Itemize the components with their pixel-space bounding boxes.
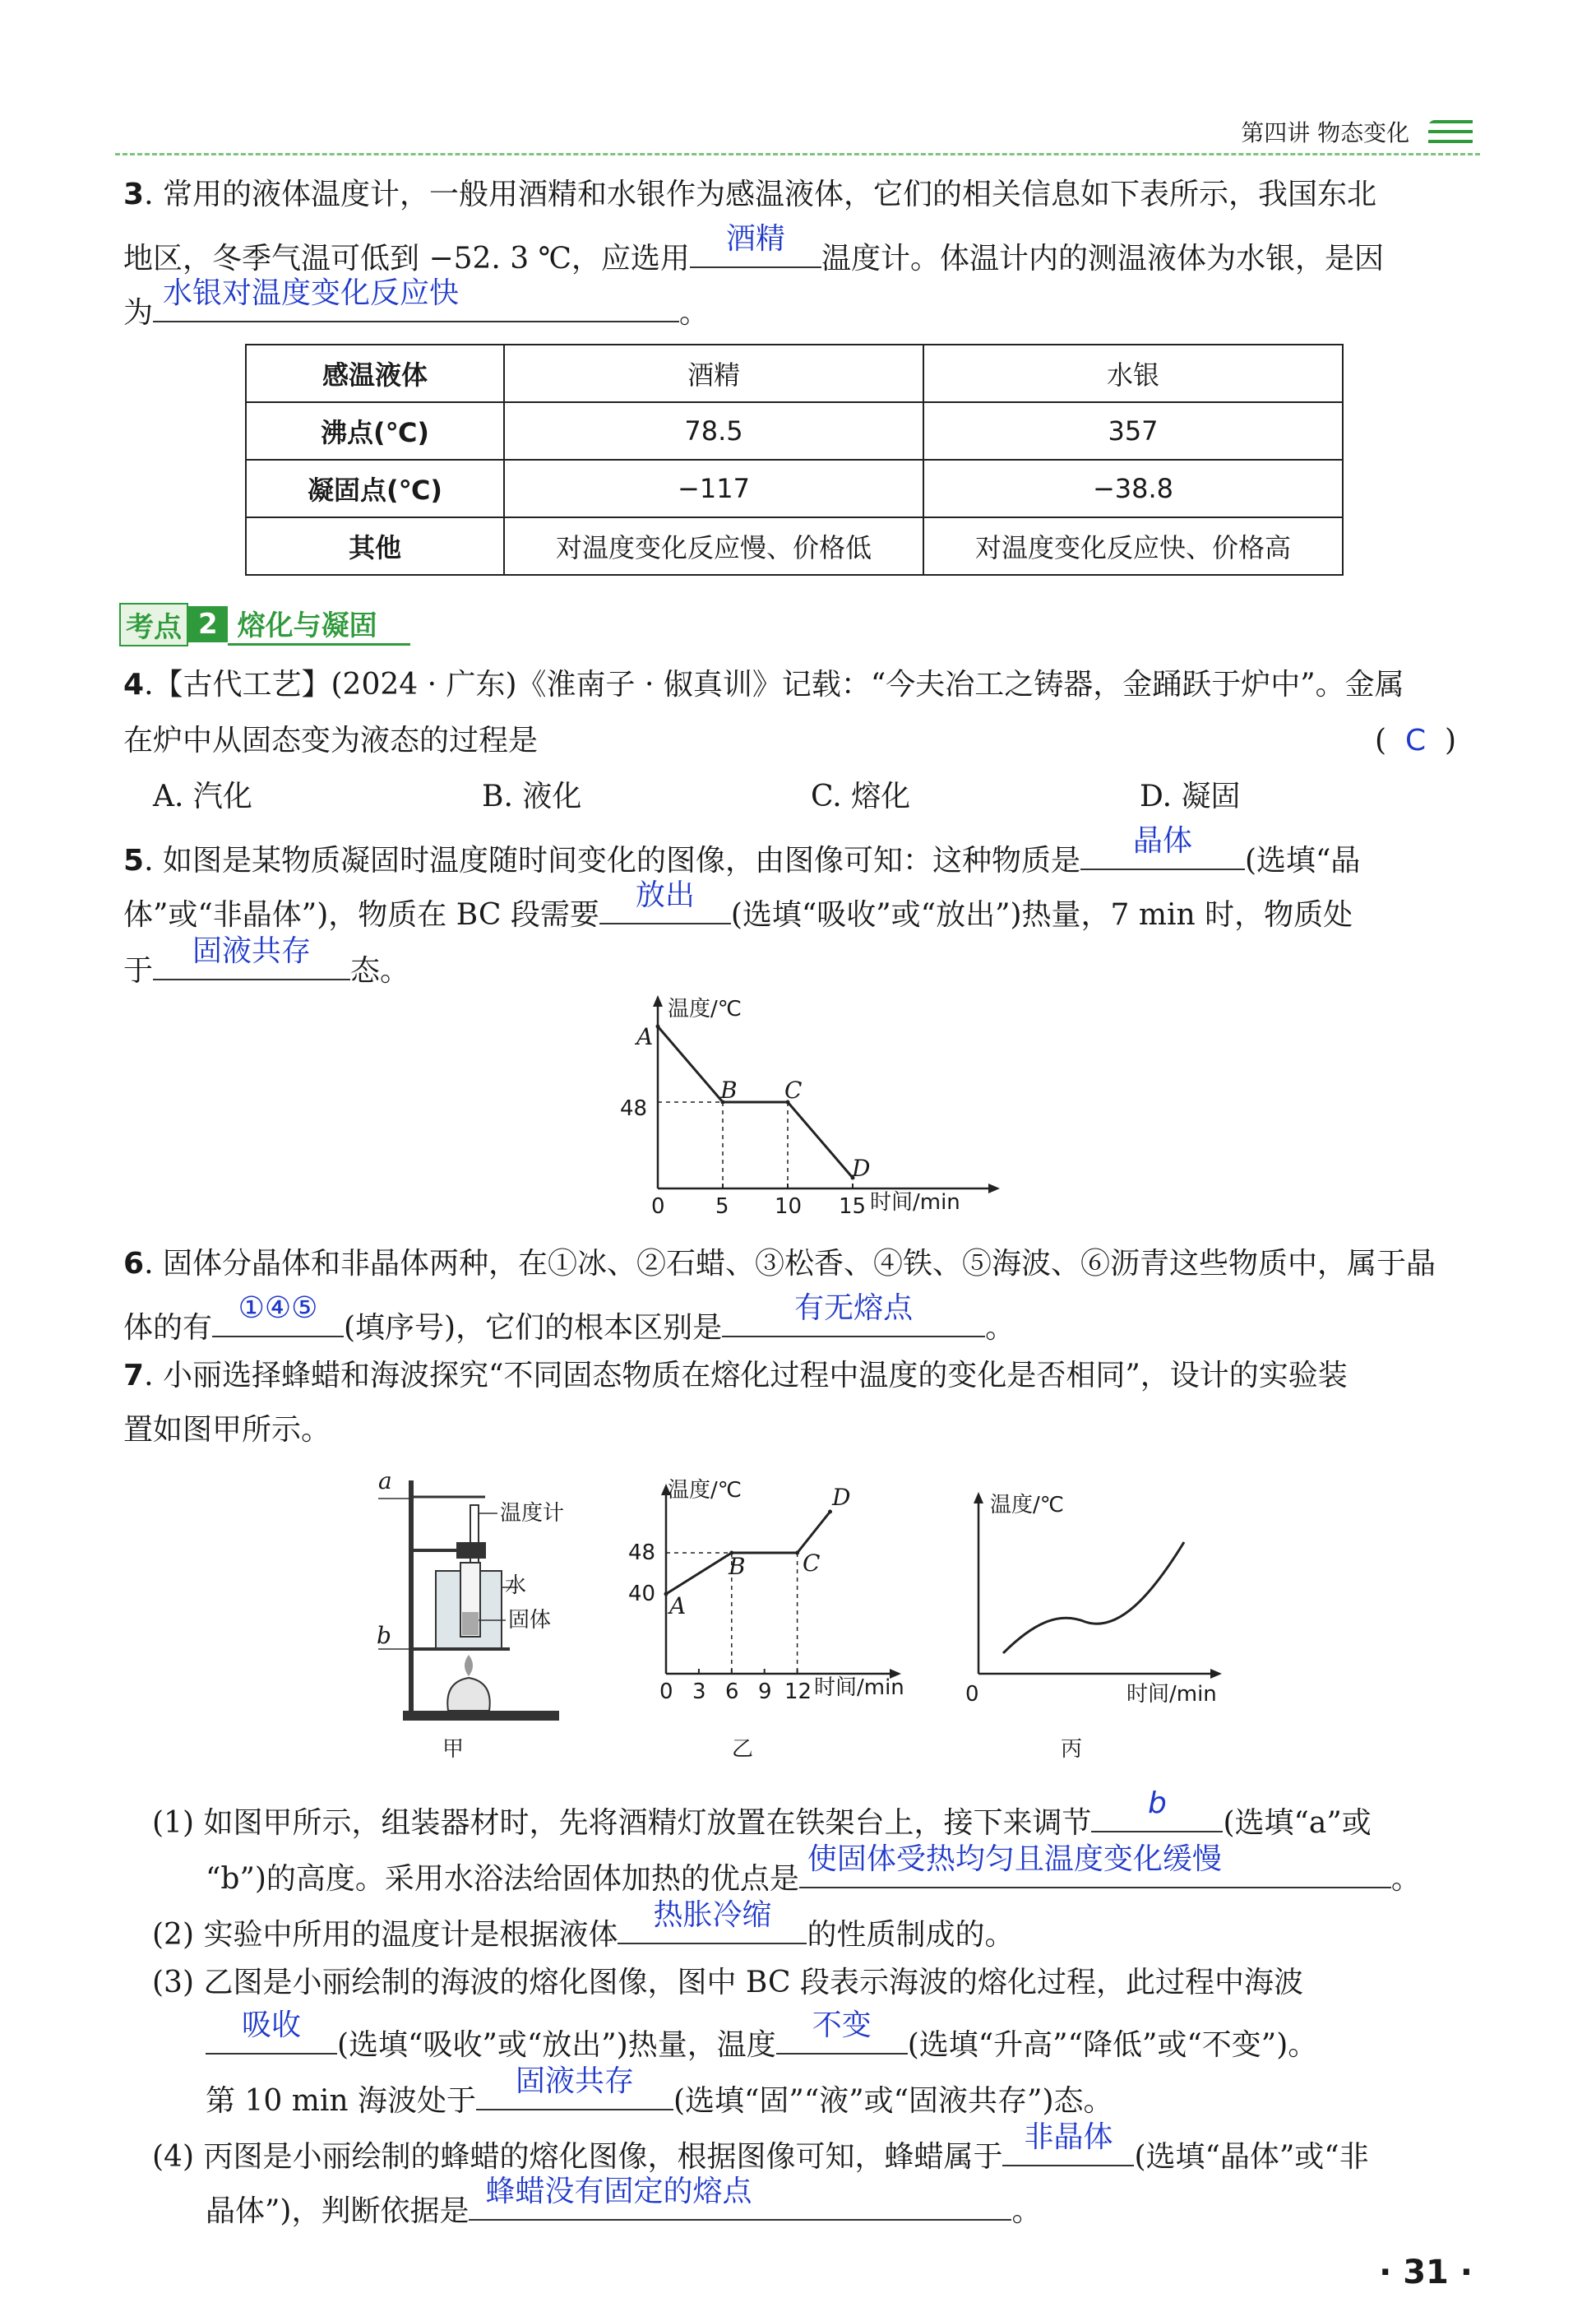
q7-p3-text-3a: 第 10 min 海波处于 [206, 2084, 476, 2118]
q5-text-1a: . 如图是某物质凝固时温度随时间变化的图像，由图像可知：这种物质是 [144, 844, 1080, 878]
q7-p4-text-1a: (4) 丙图是小丽绘制的蜂蜡的熔化图像，根据图像可知，蜂蜡属于 [152, 2140, 1003, 2174]
y-tick-label: 48 [628, 1540, 656, 1565]
q7-p3-line1 [152, 1962, 1501, 2004]
flame-icon [465, 1655, 473, 1676]
table-cell: −38.8 [923, 460, 1343, 517]
q5-line2 [123, 878, 1472, 936]
q7-p1-line1 [152, 1786, 1501, 1844]
point-label-d: D [852, 1155, 871, 1182]
figure-label-bing: 丙 [1061, 1737, 1083, 1762]
table-cell: 凝固点(℃) [246, 460, 504, 517]
section-title: 熔化与凝固 [228, 603, 410, 646]
section-label: 考点 [119, 603, 188, 646]
table-cell: 78.5 [504, 402, 923, 460]
q7-p3-text-1: (3) 乙图是小丽绘制的海波的熔化图像，图中 BC 段表示海波的熔化过程，此过程中海波 [152, 1966, 1303, 1999]
q3-line2 [123, 222, 1472, 280]
q3-answer-1: 酒精 [725, 222, 785, 256]
table-cell: 对温度变化反应慢、价格低 [504, 517, 923, 575]
table-header: 感温液体 [246, 345, 504, 402]
q6-answer-1: ①④⑤ [238, 1291, 318, 1325]
q3-line1 [123, 174, 1472, 215]
q7-p3-blank-2[interactable] [776, 2008, 908, 2055]
q7-p4-text-1b: (选填“晶体”或“非 [1134, 2140, 1369, 2174]
solid-sample [462, 1612, 479, 1635]
q4-line1 [123, 665, 1472, 706]
q6-number: 6 [123, 1247, 145, 1281]
q7-graph-bing [954, 1480, 1250, 1777]
q6-line2 [123, 1291, 1472, 1349]
q5-text-2a: 体”或“非晶体”)，物质在 BC 段需要 [123, 898, 599, 932]
x-tick-label: 6 [725, 1679, 739, 1704]
q6-text: . 固体分晶体和非晶体两种，在①冰、②石蜡、③松香、④铁、⑤海波、⑥沥青这些物质中，属于晶 [144, 1247, 1436, 1281]
q7-text: . 小丽选择蜂蜡和海波探究“不同固态物质在熔化过程中温度的变化是否相同”，设计的实验装 [144, 1359, 1348, 1392]
table-header: 水银 [923, 345, 1343, 402]
q3-text: . 常用的液体温度计，一般用酒精和水银作为感温液体，它们的相关信息如下表所示，我国东北 [144, 178, 1376, 211]
q3-number: 3 [123, 178, 145, 211]
apparatus-figure [362, 1464, 608, 1777]
x-tick-label: 0 [659, 1679, 673, 1704]
x-tick-label: 9 [758, 1679, 772, 1704]
header-divider [115, 153, 1480, 155]
y-axis-label: 温度/℃ [668, 997, 742, 1022]
q6-text-2a: 体的有 [123, 1311, 213, 1345]
q4-text: .【古代工艺】(2024 · 广东)《淮南子 · 俶真训》记载：“今夫冶工之铸器，金踊跃于炉中”。金属 [144, 668, 1404, 702]
q4-line2 [123, 720, 1472, 762]
y-axis-label: 温度/℃ [990, 1493, 1064, 1517]
point-label-b: B [729, 1553, 746, 1580]
x-axis-label: 时间/min [814, 1675, 904, 1700]
origin-label: 0 [965, 1682, 979, 1707]
q7-p2-text-b: 的性质制成的。 [807, 1918, 1015, 1952]
data-point-a [664, 1592, 668, 1596]
q5-text-3b: 态。 [350, 954, 410, 988]
y-axis-arrow-icon [974, 1492, 983, 1503]
x-tick-label: 5 [715, 1194, 729, 1219]
q7-graph-yi [625, 1472, 937, 1777]
data-point-a [656, 1025, 660, 1029]
x-axis-label: 时间/min [1126, 1682, 1217, 1707]
q6-answer-2: 有无熔点 [794, 1291, 914, 1325]
q7-p3-answer-2: 不变 [812, 2008, 872, 2042]
q7-p1-text-2a: “b”)的高度。采用水浴法给固体加热的优点是 [206, 1862, 799, 1896]
table-header: 酒精 [504, 345, 923, 402]
q6-blank-2[interactable] [722, 1291, 985, 1337]
series-line [1003, 1542, 1184, 1653]
q7-p3-text-2b: (选填“升高”“降低”或“不变”)。 [907, 2028, 1318, 2062]
q5-text-2b: (选填“吸收”或“放出”)热量，7 min 时，物质处 [730, 898, 1353, 932]
q3-text-3a: 为 [123, 296, 154, 330]
q5-blank-2[interactable] [599, 878, 731, 924]
point-label-c: C [784, 1077, 803, 1104]
stand-base [403, 1711, 559, 1721]
q7-p3-blank-1[interactable] [206, 2008, 337, 2055]
q7-p4-blank-2[interactable] [469, 2175, 1011, 2221]
q3-blank-1[interactable] [690, 222, 821, 268]
q7-p3-text-3b: (选填“固”“液”或“固液共存”)态。 [673, 2084, 1113, 2118]
q5-text-3a: 于 [123, 954, 154, 988]
table-cell: 357 [923, 402, 1343, 460]
q5-answer-1: 晶体 [1132, 824, 1192, 858]
label-thermometer: 温度计 [500, 1501, 565, 1526]
q7-p3-text-2a: (选填“吸收”或“放出”)热量，温度 [337, 2028, 776, 2062]
q7-p1-line2 [206, 1842, 1554, 1900]
q6-line1 [123, 1244, 1472, 1285]
q7-p3-answer-3: 固液共存 [515, 2064, 634, 2098]
page-number: · 31 · [1379, 2254, 1473, 2291]
q7-number: 7 [123, 1359, 145, 1392]
option-a[interactable]: A. 汽化 [153, 780, 252, 813]
x-tick-label: 10 [775, 1194, 803, 1219]
table-cell: −117 [504, 460, 923, 517]
option-c[interactable]: C. 熔化 [811, 780, 911, 813]
q5-text-1b: (选填“晶 [1244, 844, 1361, 878]
q3-line3 [123, 276, 1472, 334]
alcohol-lamp-icon [447, 1678, 489, 1711]
label-a: a [378, 1467, 392, 1494]
q6-text-2c: 。 [985, 1311, 1015, 1345]
q7-p3-answer-1: 吸收 [241, 2008, 301, 2042]
y-axis-arrow-icon [653, 995, 663, 1007]
point-label-a: A [636, 1023, 654, 1050]
label-water: 水 [505, 1573, 527, 1598]
q5-blank-1[interactable] [1080, 824, 1245, 870]
q5-answer-3: 固液共存 [192, 934, 312, 968]
table-row [246, 402, 1343, 460]
q7-p4-text-2a: 晶体”)，判断依据是 [206, 2194, 470, 2228]
q7-p1-answer-2: 使固体受热均匀且温度变化缓慢 [807, 1842, 1222, 1876]
q5-line1 [123, 824, 1472, 882]
option-b[interactable]: B. 液化 [482, 780, 582, 813]
series-line [658, 1026, 853, 1178]
q5-number: 5 [123, 844, 145, 878]
q7-p4-answer-2: 蜂蜡没有固定的熔点 [485, 2175, 752, 2208]
table-row [246, 345, 1343, 402]
q4-answer: C [1404, 724, 1427, 757]
point-label-d: D [832, 1484, 851, 1511]
q7-p4-text-2b: 。 [1011, 2194, 1042, 2228]
figure-label-jia: 甲 [442, 1737, 465, 1762]
table-row [246, 460, 1343, 517]
q7-p1-text-2b: 。 [1390, 1862, 1421, 1896]
q3-answer-2: 水银对温度变化反应快 [163, 276, 460, 310]
q7-p4-blank-1[interactable] [1002, 2120, 1134, 2166]
q3-table [245, 344, 1344, 576]
table-row [246, 517, 1343, 575]
q3-text-3b: 。 [679, 296, 710, 330]
table-cell: 对温度变化反应快、价格高 [923, 517, 1343, 575]
q6-blank-1[interactable] [212, 1291, 344, 1337]
q7-p2-line [152, 1898, 1501, 1956]
q7-p1-answer-1: b [1148, 1786, 1167, 1820]
q7-p3-line2 [206, 2008, 1554, 2066]
chapter-mark-icon [1428, 120, 1473, 148]
x-tick-label: 0 [651, 1194, 665, 1219]
q7-text-2: 置如图甲所示。 [123, 1413, 331, 1447]
q7-p1-blank-2[interactable] [799, 1842, 1391, 1888]
figure-label-yi: 乙 [732, 1737, 754, 1762]
label-solid: 固体 [508, 1608, 552, 1633]
q3-blank-2[interactable] [153, 276, 679, 322]
table-cell: 其他 [246, 517, 504, 575]
clamp-head [456, 1542, 486, 1559]
option-d[interactable]: D. 凝固 [1140, 780, 1241, 813]
q6-text-2b: (填序号)，它们的根本区别是 [344, 1311, 723, 1345]
q7-p2-blank[interactable] [618, 1898, 807, 1944]
q7-line2 [123, 1410, 1472, 1451]
x-tick-label: 15 [839, 1194, 867, 1219]
q4-text-2: 在炉中从固态变为液态的过程是 [123, 724, 539, 757]
y-tick-label: 48 [620, 1096, 648, 1121]
q5-answer-2: 放出 [635, 878, 695, 912]
q5-line3 [123, 934, 1472, 992]
q7-p3-line3 [206, 2064, 1554, 2122]
q7-p4-answer-1: 非晶体 [1024, 2120, 1113, 2154]
point-label-a: A [669, 1592, 687, 1619]
x-axis-arrow-icon [1210, 1669, 1222, 1679]
table-cell: 沸点(℃) [246, 402, 504, 460]
x-axis-label: 时间/min [870, 1190, 960, 1215]
q7-p1-text-1a: (1) 如图甲所示，组装器材时，先将酒精灯放置在铁架台上，接下来调节 [152, 1806, 1092, 1840]
q7-p2-text-a: (2) 实验中所用的温度计是根据液体 [152, 1918, 618, 1952]
point-label-b: B [720, 1077, 738, 1104]
point-label-c: C [803, 1550, 821, 1577]
x-tick-label: 12 [784, 1679, 812, 1704]
q7-p4-line2 [206, 2175, 1554, 2232]
chapter-title: 第四讲 物态变化 [1241, 119, 1410, 146]
q4-answer-bracket[interactable]: ( C ) [1375, 724, 1457, 757]
chapter-header [1241, 115, 1473, 148]
x-axis-arrow-icon [988, 1184, 1000, 1193]
q5-blank-3[interactable] [153, 934, 350, 980]
q7-p1-blank-1[interactable] [1091, 1786, 1223, 1832]
label-b: b [377, 1622, 391, 1649]
q3-text-2a: 地区，冬季气温可低到 −52. 3 ℃，应选用 [123, 242, 690, 276]
q7-line1 [123, 1355, 1472, 1397]
y-axis-label: 温度/℃ [668, 1478, 742, 1503]
x-tick-label: 3 [692, 1679, 706, 1704]
y-tick-label: 40 [628, 1582, 656, 1606]
q7-p2-answer: 热胀冷缩 [653, 1898, 772, 1932]
q7-p3-blank-3[interactable] [476, 2064, 673, 2110]
q3-text-2b: 温度计。体温计内的测温液体为水银，是因 [821, 242, 1384, 276]
q4-number: 4 [123, 668, 145, 702]
q7-p1-text-1b: (选填“a”或 [1223, 1806, 1372, 1840]
q7-p4-line1 [152, 2120, 1501, 2178]
section-number: 2 [188, 606, 228, 642]
section-banner [119, 605, 410, 644]
q5-graph [608, 987, 1020, 1234]
